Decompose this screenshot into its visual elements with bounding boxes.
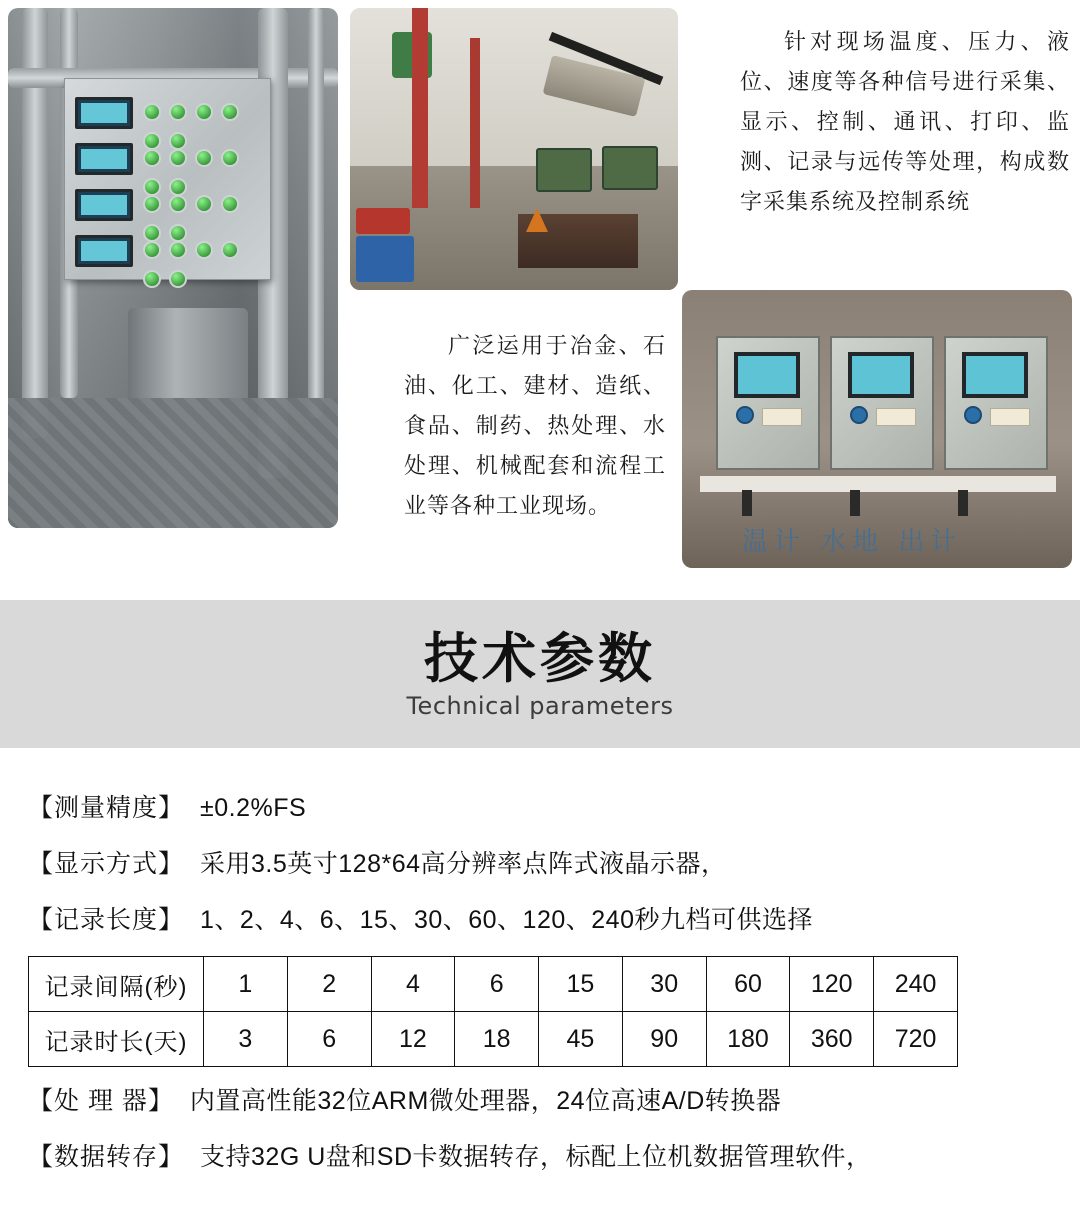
plant-cabinet-photo bbox=[8, 8, 338, 528]
spec-row bbox=[28, 836, 1052, 892]
wall-cabinet bbox=[716, 336, 820, 470]
table-cell: 180 bbox=[706, 1012, 790, 1067]
recorder-display bbox=[734, 352, 800, 398]
field-control-box bbox=[536, 148, 592, 192]
table-cell: 6 bbox=[287, 1012, 371, 1067]
section-subtitle: Technical parameters bbox=[406, 692, 674, 720]
table-cell: 60 bbox=[706, 957, 790, 1012]
recorder-display bbox=[75, 189, 133, 221]
pipe-vertical bbox=[308, 8, 324, 418]
row-header: 记录间隔(秒) bbox=[29, 957, 204, 1012]
table-row bbox=[29, 957, 958, 1012]
table-cell: 240 bbox=[874, 957, 958, 1012]
recorder-display bbox=[75, 97, 133, 129]
spec-row bbox=[28, 1073, 1052, 1129]
spec-value: 采用3.5英寸128*64高分辨率点阵式液晶示器， bbox=[200, 850, 727, 878]
traffic-cone bbox=[526, 208, 548, 232]
spec-value: 支持32G U盘和SD卡数据转存，标配上位机数据管理软件， bbox=[200, 1143, 872, 1171]
button-row bbox=[139, 97, 259, 123]
support-leg bbox=[742, 490, 752, 516]
red-container bbox=[356, 208, 410, 234]
signal-processing-description: 针对现场温度、压力、液位、速度等各种信号进行采集、显示、控制、通讯、打印、监测、记录与远传等处理，构成数字采集系统及控制系统 bbox=[740, 29, 1070, 214]
section-title: 技术参数 bbox=[424, 629, 656, 689]
table-cell: 45 bbox=[539, 1012, 623, 1067]
lock-knob bbox=[964, 406, 982, 424]
red-pipe bbox=[412, 8, 428, 208]
table-cell: 1 bbox=[204, 957, 288, 1012]
spec-value: ±0.2%FS bbox=[200, 794, 307, 822]
spec-row bbox=[28, 1129, 1052, 1185]
table-cell: 120 bbox=[790, 957, 874, 1012]
wall-cabinet bbox=[944, 336, 1048, 470]
table-cell: 360 bbox=[790, 1012, 874, 1067]
table-row bbox=[29, 1012, 958, 1067]
spec-label: 【记录长度】 bbox=[28, 906, 185, 934]
wall-graffiti: 温计 水地 出计 bbox=[742, 527, 963, 557]
recorder-display bbox=[75, 235, 133, 267]
control-panel bbox=[64, 78, 271, 280]
spec-label: 【显示方式】 bbox=[28, 850, 185, 878]
technical-parameters-list bbox=[28, 780, 1052, 1185]
lock-knob bbox=[850, 406, 868, 424]
spec-row bbox=[28, 780, 1052, 836]
lock-knob bbox=[736, 406, 754, 424]
table-cell: 30 bbox=[622, 957, 706, 1012]
spec-label: 【测量精度】 bbox=[28, 794, 185, 822]
label-tag bbox=[990, 408, 1030, 426]
recorder-display bbox=[75, 143, 133, 175]
mounting-base bbox=[700, 476, 1056, 492]
label-tag bbox=[762, 408, 802, 426]
table-cell: 6 bbox=[455, 957, 539, 1012]
spec-label: 【处 理 器】 bbox=[28, 1087, 174, 1115]
button-row bbox=[139, 143, 259, 169]
table-cell: 3 bbox=[204, 1012, 288, 1067]
row-header: 记录时长(天) bbox=[29, 1012, 204, 1067]
red-pipe bbox=[470, 38, 480, 208]
support-leg bbox=[850, 490, 860, 516]
table-cell: 4 bbox=[371, 957, 455, 1012]
table-cell: 720 bbox=[874, 1012, 958, 1067]
industry-usage-description: 广泛运用于冶金、石油、化工、建材、造纸、食品、制药、热处理、水处理、机械配套和流程工业等各种工业现场。 bbox=[404, 333, 666, 518]
spec-value: 内置高性能32位ARM微处理器，24位高速A/D转换器 bbox=[189, 1087, 782, 1115]
recorder-display bbox=[962, 352, 1028, 398]
plant-floor bbox=[8, 398, 338, 528]
button-row bbox=[139, 189, 259, 215]
spec-label: 【数据转存】 bbox=[28, 1143, 185, 1171]
button-row bbox=[139, 235, 259, 261]
recorder-display bbox=[848, 352, 914, 398]
wall-cabinet bbox=[830, 336, 934, 470]
table-cell: 18 bbox=[455, 1012, 539, 1067]
photo-collage bbox=[0, 0, 1080, 600]
table-cell: 15 bbox=[539, 957, 623, 1012]
table-cell: 90 bbox=[622, 1012, 706, 1067]
spec-value: 1、2、4、6、15、30、60、120、240秒九档可供选择 bbox=[200, 906, 813, 934]
wall-cabinets-photo bbox=[682, 290, 1072, 568]
support-leg bbox=[958, 490, 968, 516]
table-cell: 12 bbox=[371, 1012, 455, 1067]
section-banner bbox=[0, 600, 1080, 748]
label-tag bbox=[876, 408, 916, 426]
table-cell: 2 bbox=[287, 957, 371, 1012]
blue-container bbox=[356, 236, 414, 282]
record-interval-table bbox=[28, 956, 958, 1067]
field-control-box bbox=[602, 146, 658, 190]
pipe-gallery-photo bbox=[350, 8, 678, 290]
spec-row bbox=[28, 892, 1052, 948]
